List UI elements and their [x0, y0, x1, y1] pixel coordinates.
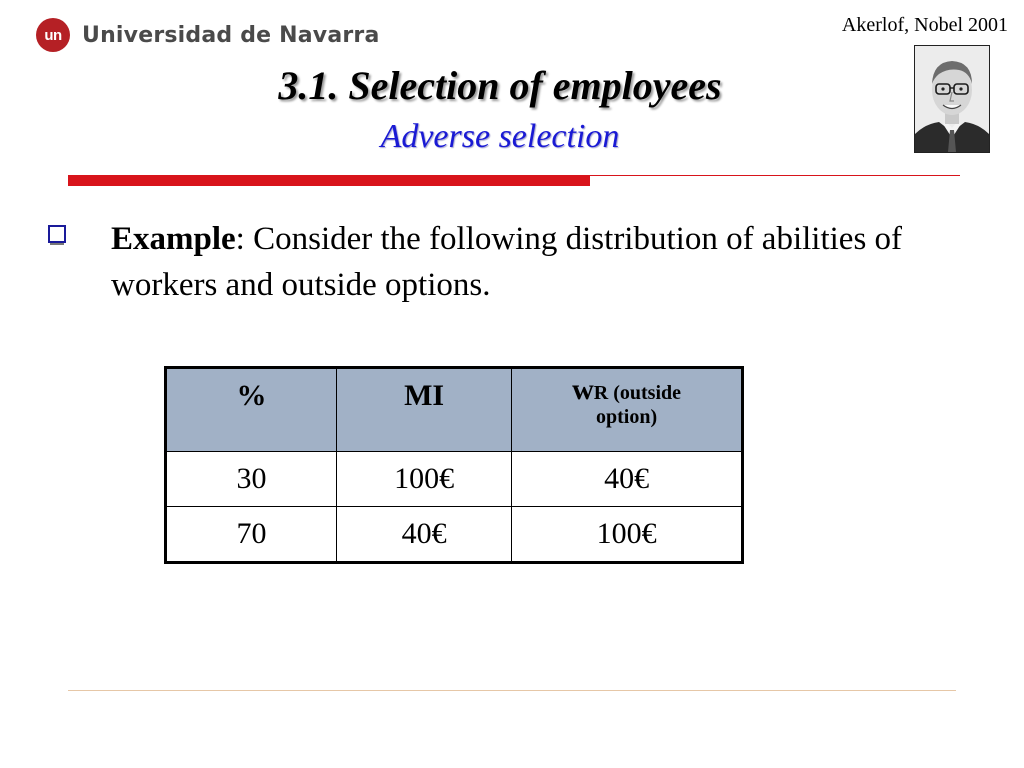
header-mi: MI [336, 368, 511, 452]
cell-percent: 30 [166, 452, 337, 507]
distribution-table [164, 366, 744, 564]
header-wr-sub: R [593, 382, 609, 404]
cell-percent: 70 [166, 507, 337, 563]
header-wr-note-a: (outside [608, 382, 682, 404]
cell-mi: 100€ [336, 452, 511, 507]
table-row [166, 452, 743, 507]
footer-rule [68, 690, 956, 691]
cell-mi: 40€ [336, 507, 511, 563]
table-row [166, 507, 743, 563]
hollow-square-bullet-icon [48, 225, 70, 247]
example-label: Example [111, 221, 236, 257]
example-text: : Consider the following distribution of abilities of workers and outside options. [111, 221, 903, 303]
cell-wr: 40€ [512, 452, 743, 507]
cell-wr: 100€ [512, 507, 743, 563]
title-rule-thick [68, 175, 590, 186]
header-wr-main: w [572, 373, 594, 406]
header-wr-note-b: option) [596, 406, 658, 428]
header-wr [512, 368, 743, 452]
slide-title: 3.1. Selection of employees [278, 63, 722, 108]
credit-caption: Akerlof, Nobel 2001 [841, 14, 1008, 36]
university-logo [36, 17, 380, 53]
example-paragraph [111, 216, 931, 308]
logo-mark: un [36, 18, 70, 52]
logo-text: Universidad de Navarra [82, 22, 380, 48]
slide-subtitle: Adverse selection [380, 118, 620, 155]
title-rule-thin [590, 175, 960, 176]
table-header-row [166, 368, 743, 452]
header-percent: % [166, 368, 337, 452]
